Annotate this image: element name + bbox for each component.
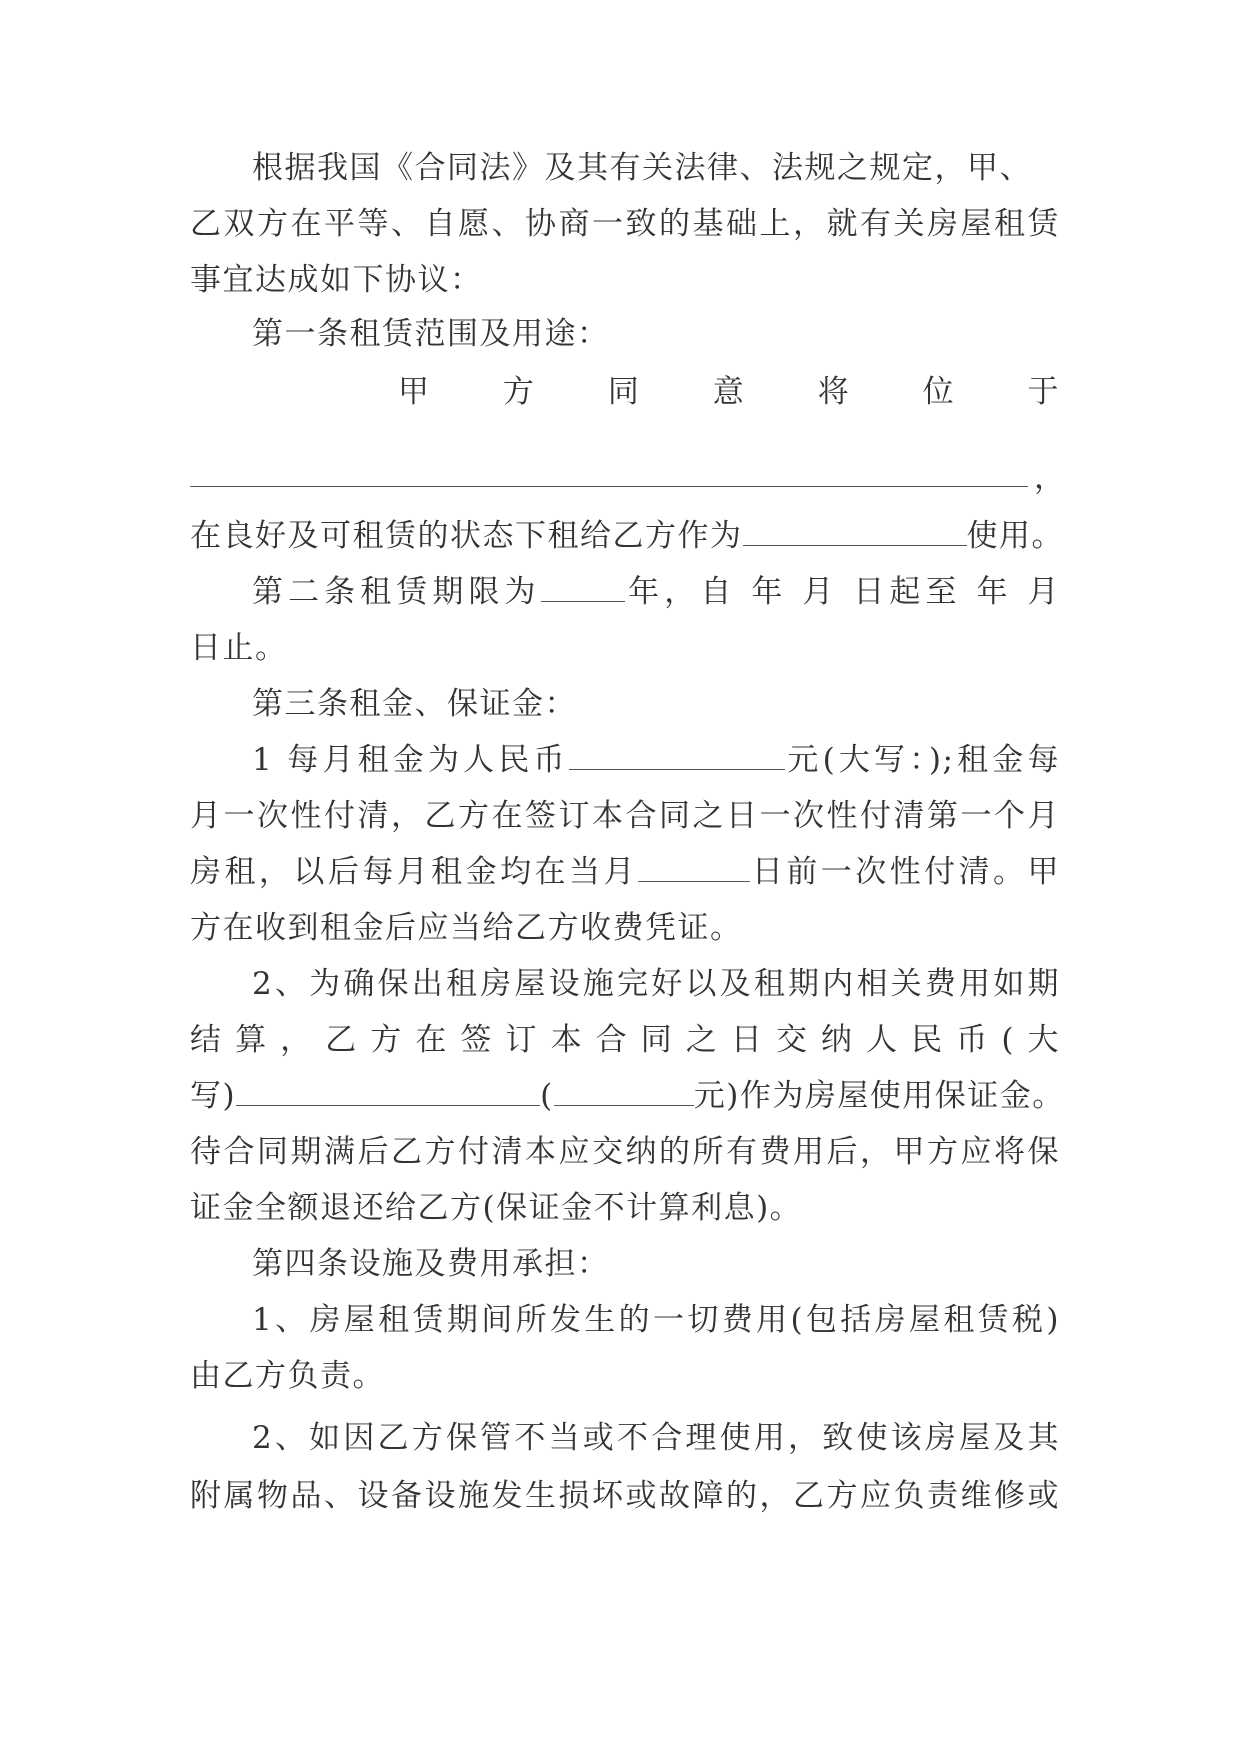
usage-blank	[743, 517, 967, 546]
deposit-amount-blank	[554, 1077, 694, 1106]
article2-line-1: 第二条租赁期限为 年，自 年 月 日起至 年 月	[252, 574, 1060, 610]
article3-item2-line-4: 待合同期满后乙方付清本应交纳的所有费用后，甲方应将保	[190, 1134, 1060, 1170]
article1-heading: 第一条租赁范围及用途：	[252, 316, 610, 352]
article1-agree-line: 甲 方 同 意 将 位 于	[398, 374, 1061, 410]
article3-item2-line-2: 结算，乙方在签订本合同之日交纳人民币(大	[190, 1022, 1060, 1058]
article3-item1-line-4: 方在收到租金后应当给乙方收费凭证。	[190, 910, 743, 946]
article4-item2-line-2: 附属物品、设备设施发生损坏或故障的，乙方应负责维修或	[190, 1478, 1060, 1514]
article2-line-2: 日止。	[190, 630, 288, 666]
article1-usage-line: 在良好及可租赁的状态下租给乙方作为 使用。	[190, 518, 1064, 554]
deposit-words-blank	[236, 1077, 540, 1106]
article4-item1-line-2: 由乙方负责。	[190, 1358, 385, 1394]
payment-day-blank	[638, 853, 750, 882]
article3-item2-line-3: 写) ( 元)作为房屋使用保证金。	[190, 1078, 1065, 1114]
rent-amount-blank	[569, 741, 785, 770]
article3-item1-line-2: 月一次性付清，乙方在签订本合同之日一次性付清第一个月	[190, 798, 1060, 834]
article3-item1-line-1: 1 每月租金为人民币 元(大写：);租金每	[252, 742, 1060, 778]
article3-item2-line-5: 证金全额退还给乙方(保证金不计算利息)。	[190, 1190, 803, 1226]
preamble-line-1: 根据我国《合同法》及其有关法律、法规之规定，甲、	[252, 150, 1032, 186]
article3-heading: 第三条租金、保证金：	[252, 686, 577, 722]
location-blank	[190, 486, 1028, 487]
article3-item1-line-3: 房租，以后每月租金均在当月 日前一次性付清。甲	[190, 854, 1061, 890]
term-years-blank	[541, 573, 625, 602]
preamble-line-3: 事宜达成如下协议：	[190, 262, 483, 298]
article4-item1-line-1: 1、房屋租赁期间所发生的一切费用(包括房屋租赁税)	[252, 1302, 1060, 1338]
article4-item2-line-1: 2、如因乙方保管不当或不合理使用，致使该房屋及其	[252, 1420, 1060, 1456]
location-comma: ，	[1034, 460, 1065, 496]
preamble-line-2: 乙双方在平等、自愿、协商一致的基础上，就有关房屋租赁	[190, 206, 1060, 242]
article4-heading: 第四条设施及费用承担：	[252, 1246, 610, 1282]
article3-item2-line-1: 2、为确保出租房屋设施完好以及租期内相关费用如期	[252, 966, 1060, 1002]
